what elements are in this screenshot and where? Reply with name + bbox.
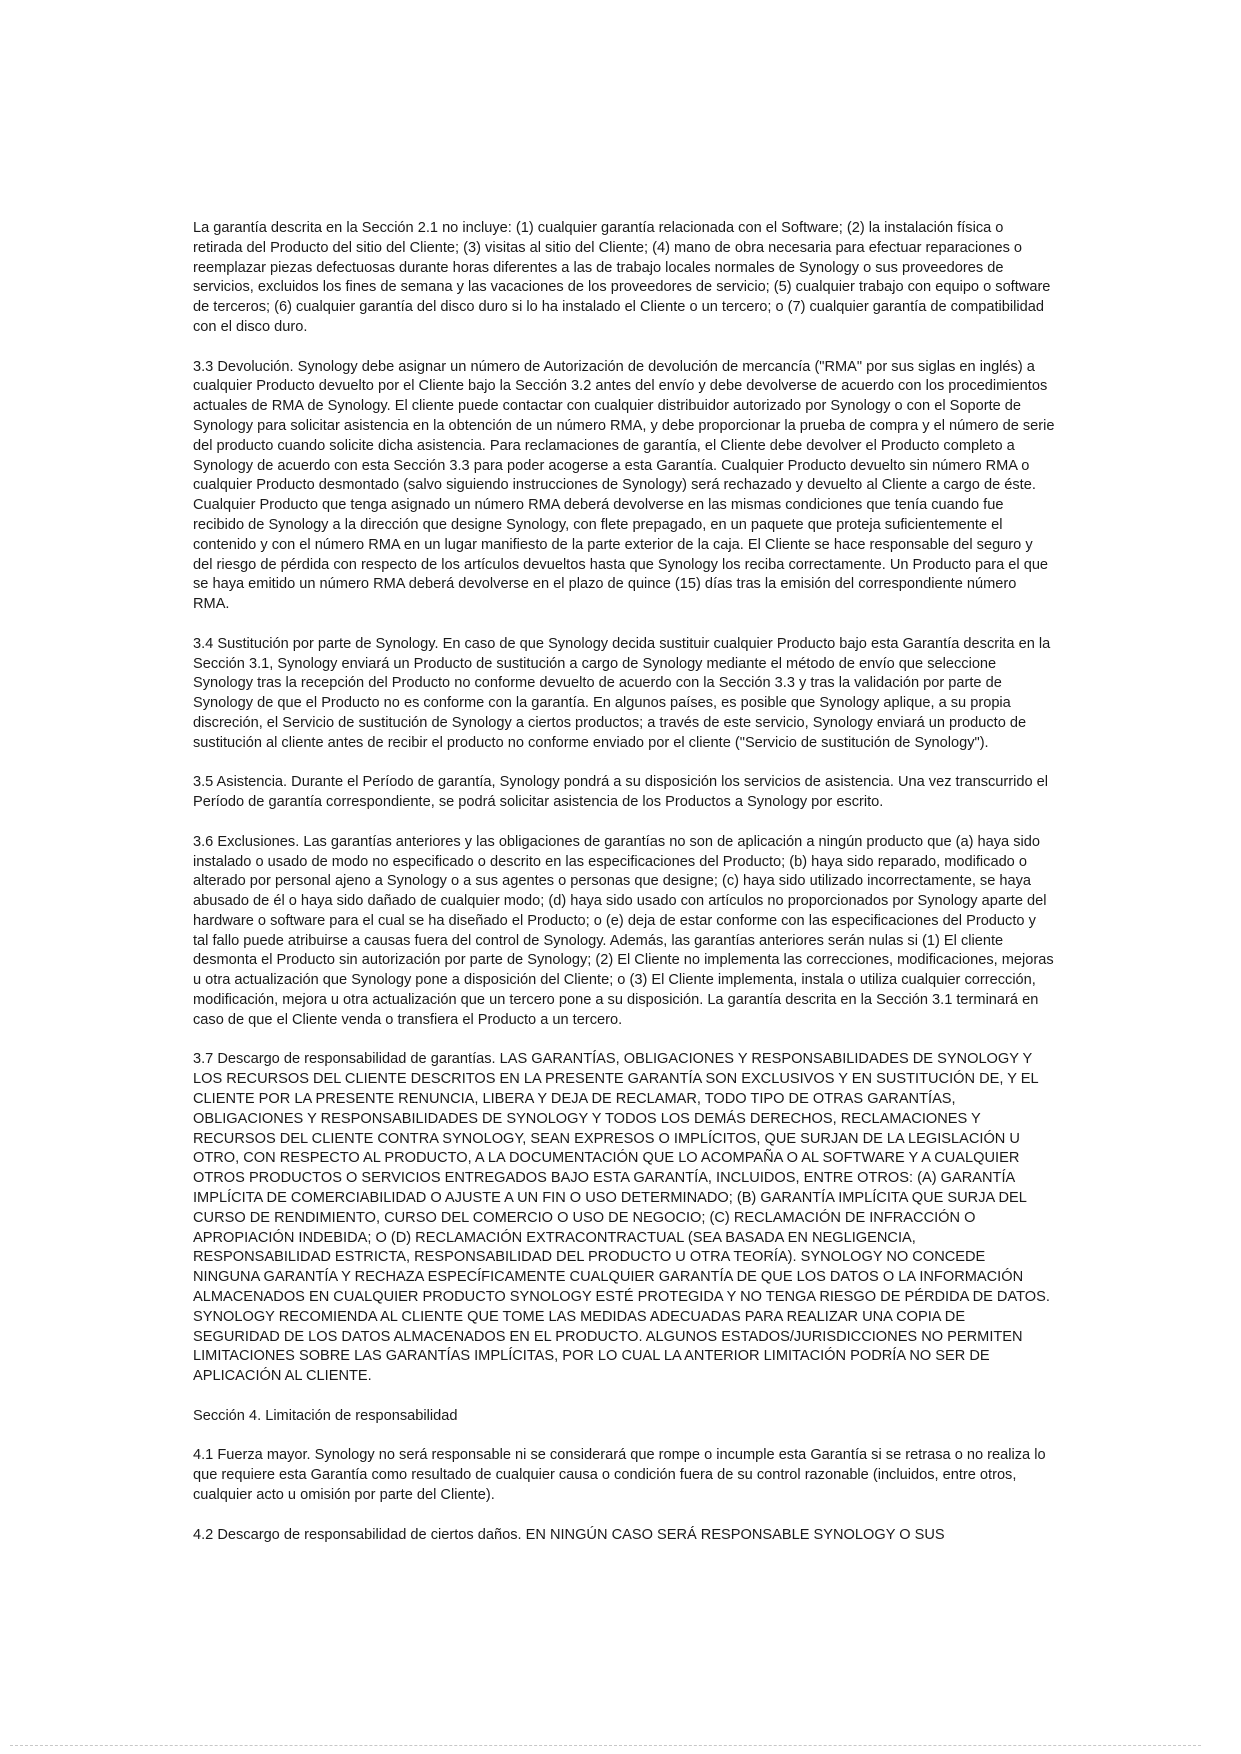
document-body	[193, 219, 1055, 1565]
footer-divider	[10, 1745, 1201, 1746]
paragraph-3-6-exclusions: 3.6 Exclusiones. Las garantías anteriores y las obligaciones de garantías no son de aplicación a ningún producto que (a) haya sido instalado o usado de modo no especificado o descrito en las especificaciones del Producto; (b) haya sido reparado, modificado o alterado por personal ajeno a Synology o a sus agentes o personas que designe; (c) haya sido utilizado incorrectamente, se haya abusado de él o haya sido dañado de cualquier modo; (d) haya sido usado con artículos no proporcionados por Synology aparte del hardware o software para el cual se ha diseñado el Producto; o (e) deja de estar conforme con las especificaciones del Producto y tal fallo puede atribuirse a causas fuera del control de Synology. Además, las garantías anteriores serán nulas si (1) El cliente desmonta el Producto sin autorización por parte de Synology; (2) El Cliente no implementa las correcciones, modificaciones, mejoras u otra actualización que Synology pone a disposición del Cliente; o (3) El Cliente implementa, instala o utiliza cualquier corrección, modificación, mejora u otra actualización que un tercero pone a su disposición. La garantía descrita en la Sección 3.1 terminará en caso de que el Cliente venda o transfiera el Producto a un tercero.	[193, 833, 1054, 1028]
paragraph-4-2-damages: 4.2 Descargo de responsabilidad de ciertos daños. EN NINGÚN CASO SERÁ RESPONSABLE SYNOLOGY O SUS	[193, 1526, 945, 1543]
section-4-heading: Sección 4. Limitación de responsabilidad	[193, 1407, 458, 1424]
paragraph-3-3-return: 3.3 Devolución. Synology debe asignar un número de Autorización de devolución de mercancía ("RMA" por sus siglas en inglés) a cualquier Producto devuelto por el Cliente bajo la Sección 3.2 antes del envío y debe devolverse de acuerdo con los procedimientos actuales de RMA de Synology. El cliente puede contactar con cualquier distribuidor autorizado por Synology o con el Soporte de Synology para solicitar asistencia en la obtención de un número RMA, y debe proporcionar la prueba de compra y el número de serie del producto cuando solicite dicha asistencia. Para reclamaciones de garantía, el Cliente debe devolver el Producto completo a Synology de acuerdo con esta Sección 3.3 para poder acogerse a esta Garantía. Cualquier Producto devuelto sin número RMA o cualquier Producto desmontado (salvo siguiendo instrucciones de Synology) será rechazado y devuelto al Cliente a cargo de éste. Cualquier Producto que tenga asignado un número RMA deberá devolverse en las mismas condiciones que tenía cuando fue recibido de Synology a la dirección que designe Synology, con flete prepagado, en un paquete que proteja suficientemente el contenido y con el número RMA en un lugar manifiesto de la parte exterior de la caja. El Cliente se hace responsable del seguro y del riesgo de pérdida con respecto de los artículos devueltos hasta que Synology los reciba correctamente. Un Producto para el que se haya emitido un número RMA deberá devolverse en el plazo de quince (15) días tras la emisión del correspondiente número RMA.	[193, 358, 1055, 613]
paragraph-3-5-assistance: 3.5 Asistencia. Durante el Período de garantía, Synology pondrá a su disposición los servicios de asistencia. Una vez transcurrido el Período de garantía correspondiente, se podrá solicitar asistencia de los Productos a Synology por escrito.	[193, 774, 1049, 811]
paragraph-4-1-force-majeure: 4.1 Fuerza mayor. Synology no será responsable ni se considerará que rompe o incumple esta Garantía si se retrasa o no realiza lo que requiere esta Garantía como resultado de cualquier causa o condición fuera de su control razonable (incluidos, entre otros, cualquier acto u omisión por parte del Cliente).	[193, 1447, 1046, 1503]
paragraph-3-4-replacement: 3.4 Sustitución por parte de Synology. En caso de que Synology decida sustituir cualquier Producto bajo esta Garantía descrita en la Sección 3.1, Synology enviará un Producto de sustitución a cargo de Synology mediante el método de envío que seleccione Synology tras la recepción del Producto no conforme devuelto de acuerdo con la Sección 3.3 y tras la validación por parte de Synology de que el Producto no es conforme con la garantía. En algunos países, es posible que Synology aplique, a su propia discreción, el Servicio de sustitución de Synology a ciertos productos; a través de este servicio, Synology enviará un producto de sustitución al cliente antes de recibir el producto no conforme enviado por el cliente ("Servicio de sustitución de Synology").	[193, 635, 1051, 751]
paragraph-warranty-exclusions: La garantía descrita en la Sección 2.1 no incluye: (1) cualquier garantía relacionada con el Software; (2) la instalación física o retirada del Producto del sitio del Cliente; (3) visitas al sitio del Cliente; (4) mano de obra necesaria para efectuar reparaciones o reemplazar piezas defectuosas durante horas diferentes a las de trabajo locales normales de Synology o sus proveedores de servicios, excluidos los fines de semana y las vacaciones de los proveedores de servicio; (5) cualquier trabajo con equipo o software de terceros; (6) cualquier garantía del disco duro si lo ha instalado el Cliente o un tercero; o (7) cualquier garantía de compatibilidad con el disco duro.	[193, 220, 1051, 335]
paragraph-3-7-disclaimer: 3.7 Descargo de responsabilidad de garantías. LAS GARANTÍAS, OBLIGACIONES Y RESPONSABILIDADES DE SYNOLOGY Y LOS RECURSOS DEL CLIENTE DESCRITOS EN LA PRESENTE GARANTÍA SON EXCLUSIVOS Y EN SUSTITUCIÓN DE, Y EL CLIENTE POR LA PRESENTE RENUNCIA, LIBERA Y DEJA DE RECLAMAR, TODO TIPO DE OTRAS GARANTÍAS, OBLIGACIONES Y RESPONSABILIDADES DE SYNOLOGY Y TODOS LOS DEMÁS DERECHOS, RECLAMACIONES Y RECURSOS DEL CLIENTE CONTRA SYNOLOGY, SEAN EXPRESOS O IMPLÍCITOS, QUE SURJAN DE LA LEGISLACIÓN U OTRO, CON RESPECTO AL PRODUCTO, A LA DOCUMENTACIÓN QUE LO ACOMPAÑA O AL SOFTWARE Y A CUALQUIER OTROS PRODUCTOS O SERVICIOS ENTREGADOS BAJO ESTA GARANTÍA, INCLUIDOS, ENTRE OTROS: (A) GARANTÍA IMPLÍCITA DE COMERCIABILIDAD O AJUSTE A UN FIN O USO DETERMINADO; (B) GARANTÍA IMPLÍCITA QUE SURJA DEL CURSO DE RENDIMIENTO, CURSO DEL COMERCIO O USO DE NEGOCIO; (C) RECLAMACIÓN DE INFRACCIÓN O APROPIACIÓN INDEBIDA; O (D) RECLAMACIÓN EXTRACONTRACTUAL (SEA BASADA EN NEGLIGENCIA, RESPONSABILIDAD ESTRICTA, RESPONSABILIDAD DEL PRODUCTO U OTRA TEORÍA). SYNOLOGY NO CONCEDE NINGUNA GARANTÍA Y RECHAZA ESPECÍFICAMENTE CUALQUIER GARANTÍA DE QUE LOS DATOS O LA INFORMACIÓN ALMACENADOS EN CUALQUIER PRODUCTO SYNOLOGY ESTÉ PROTEGIDA Y NO TENGA RIESGO DE PÉRDIDA DE DATOS. SYNOLOGY RECOMIENDA AL CLIENTE QUE TOME LAS MEDIDAS ADECUADAS PARA REALIZAR UNA COPIA DE SEGURIDAD DE LOS DATOS ALMACENADOS EN EL PRODUCTO. ALGUNOS ESTADOS/JURISDICCIONES NO PERMITEN LIMITACIONES SOBRE LAS GARANTÍAS IMPLÍCITAS, POR LO CUAL LA ANTERIOR LIMITACIÓN PODRÍA NO SER DE APLICACIÓN AL CLIENTE.	[193, 1051, 1050, 1385]
